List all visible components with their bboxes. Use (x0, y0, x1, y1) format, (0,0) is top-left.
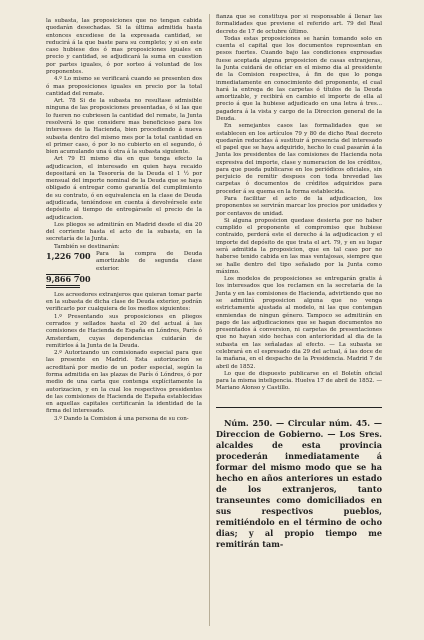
right-paragraph: Lo que de dispuesto publicarse en el Boletín oficial para la misma inteligencia. Huelva 17 de abril de 1852. — Mariano Alonso y Castillo. (216, 370, 382, 392)
money-item (46, 251, 202, 273)
left-column (46, 18, 202, 423)
left-paragraph: la subasta, las proposiciones que no tengan cabida quedarán desechadas. Si la última admitida hasta entonces excediese de la expresada cantidad, se reducirá á la que baste para su completo; y si en este caso hubiese dos ó mas proposiciones iguales en precio y cantidad, se adjudicará la suma en cuestion por partes iguales, ó por sorteo á voluntad de los proponentes. (46, 18, 202, 75)
right-paragraph: Los modelos de proposiciones se entregarán gratis á los interesados que los reclamen en la secretaría de la Junta y en las comisiones de Hacienda, advirtiendo que no se admitirá proposicion alguna que no venga estrictamente ajustada al modelo, ni las que contengan enmiendas de ningun género. Tampoco se admitirán en pago de las adjudicaciones que se hagan documentos no presentados á conversion, ni carpetas de presentaciones que no hayan sido hechas con anterioridad al dia de la subasta en las señaladas al efecto. — La subasta se celebrará en el espresado dia 29 del actual, á las doce de la mañana, en el despacho de la Presidencia. Madrid 7 de abril de 1852. (216, 276, 382, 370)
right-paragraph: Si alguna proposicion quedase desierta por no haber cumplido el proponente el compromiso que hubiese contraido, perderá este el derecho á la adjudicacion y el importe del depósito de que trata el art. 79, y en su lugar será admitida la proposicion, que en tal caso por no haberse tenido cabida en las mas ventajosas, siempre que se halle dentro del tipo señalado por la Junta como máximo. (216, 217, 382, 275)
total-double-rule (46, 285, 80, 288)
left-paragraph: 4.º Lo mismo se verificará cuando se presenten dos ó mas proposiciones iguales en precio por la total cantidad del remate. (46, 76, 202, 97)
money-description: Para la compra de Deuda amortizable de segunda clase exterior. (96, 251, 202, 272)
left-paragraph: Art. 78 Si de la subasta no resultase admisible ninguna de las proposiciones presentadas, ó si las que lo fueren no cubriesen la cantidad del remate, la Junta resolverá lo que considere mas beneficioso para los intereses de la Hacienda, bien procediendo á nueva subasta dentro del mismo mes por la total cantidad en el primer caso, ó por lo no cubierto en el segundo, ó bien acumulando una ú otra á la subasta siguiente. (46, 98, 202, 156)
column-separator (209, 14, 210, 626)
left-paragraph: 1.º Presentando sus proposiciones en pliegos cerrados y sellados hasta el 20 del actual á las comisiones de Hacienda de España en Lóndres, París ó Amsterdam, cuyas dependencias cuidarán de remitirlos á la Junta de la Deuda. (46, 313, 202, 349)
right-paragraph: Para facilitar el acto de la adjudicacion, los proponentes se servirán marcar los precios por unidades y por centavos de unidad. (216, 196, 382, 217)
total-line (46, 274, 202, 288)
left-paragraph: Los acreedores extranjeros que quieran tomar parte en la subasta de dicha clase de Deuda exterior, podrán verificarlo por cualquiera de los medios siguientes: (46, 291, 202, 313)
total-amount: 9,866 700 (46, 273, 91, 284)
right-paragraph: Todas estas proposiciones se harán tomando solo en cuenta el capital que los documentos representan en pesos fuertes. Cuando bajo las condiciones expresadas fuese aceptada alguna proposicion de casas extranjeras, la Junta cuidará de oficiar en el mismo dia al presidente de la Comision respectiva, á fin de que lo ponga inmediatamente en conocimiento del proponente, el cual hará la entrega de las carpetas ó títulos de la Deuda amortizable, y recibirá en cambio el importe de ella al precio á que la hubiese adjudicado en una letra á tres... pagadera á la vista y cargo de la Direccion general de la Deuda. (216, 35, 382, 122)
left-paragraph: 2.º Autorizando un comisionado especial para que las presente en Madrid. Esta autorizacion se acreditará por medio de un poder especial, según la forma admitida en las plazas de París ó Lóndres, ó por medio de una carta que contenga explícitamente la autorizacion, y en la cual los respectivos presidentes de las comisiones de Hacienda de España establecidas en aquellas capitales certificarán la identidad de la firma del interesado. (46, 350, 202, 415)
right-column (216, 14, 382, 550)
money-amount: 1,226 700 (46, 251, 91, 261)
left-paragraph: Los pliegos se admitirán en Madrid desde el dia 20 del corriente hasta el acto de la subasta, en la secretaría de la Junta. (46, 221, 202, 243)
section-divider (216, 407, 382, 408)
right-paragraph: En semejantes casos las formalidades que se establecen en los artículos 79 y 80 de dicho Real decreto quedarán reducidas á sustituir á presencia del interesado el papel que se haya adquirido, hecho lo cual pasarán á la Junta los presidentes de las comisiones de Hacienda nota expresiva del importe, clase y numeracion de los créditos, para que pueda publicarse en los periódicos oficiales, sin perjuicio de remitir despues con toda brevedad las carpetas ó documentos de créditos adquiridos para proceder á su quema en la forma establecida. (216, 123, 382, 195)
left-paragraph: 3.º Dando la Comision á una persona de su con- (54, 415, 189, 422)
left-paragraph: También se destinarán: (54, 243, 120, 250)
left-paragraph: Art 79 El mismo dia en que tenga efecto la adjudicacion, el interesado en quien haya recaido depositará en la Tesorería de la Deuda el 1 ½ por mensual del importe nominal de la Deuda que se haya obligado á entregar como garantía del cumplimiento de su contrato, ó en equivalencia en la clase de Deuda adjudicada, teniéndose en cuenta á devolvérsele este depósito al tiempo de entregársele el precio de la adjudicacion. (46, 156, 202, 221)
right-paragraph: fianza que se constituya por si responsable á llenar las formalidades que previene el referido art. 79 del Real decreto de 17 de octubre último. (216, 14, 382, 35)
circular-notice: Núm. 250. — Circular núm. 45. — Direccion de Gobierno. — Los Sres. alcaldes de esta provincia procederán inmediatamente á formar del mismo modo que se ha hecho en años anteriores un estado de los extranjeros, tanto transeuntes como domiciliados en sus respectivos pueblos, remitiéndolo en el término de ocho dias; y al propio tiempo me remitirán tam- (216, 417, 382, 550)
